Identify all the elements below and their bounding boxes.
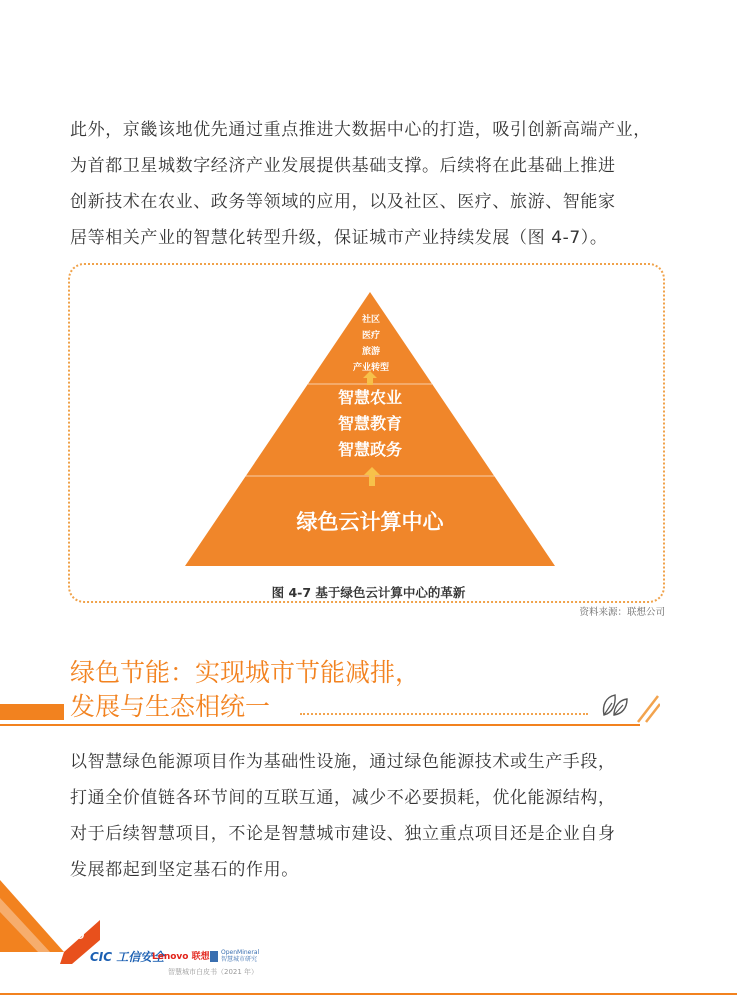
logo-cic: CIC 工信安全 — [90, 950, 165, 964]
text-line: 打通全价值链各环节间的互联互通，减少不必要损耗，优化能源结构， — [70, 788, 616, 808]
body-paragraph-2 — [70, 744, 670, 888]
logo-lenovo: Lenovo 联想 — [152, 952, 210, 962]
figure-caption: 图 4-7 基于绿色云计算中心的革新 — [271, 585, 466, 600]
text-line: 此外，京畿该地优先通过重点推进大数据中心的打造，吸引创新高端产业， — [70, 120, 651, 140]
tier-item: 医疗 — [361, 331, 380, 341]
text-line: 对于后续智慧项目，不论是智慧城市建设、独立重点项目还是企业自身 — [70, 824, 616, 844]
pyramid-tier-middle — [300, 385, 440, 463]
tier-item: 智慧农业 — [337, 388, 402, 407]
partner-name: OpenMineral — [221, 949, 260, 956]
tier-item: 智慧教育 — [337, 414, 402, 433]
page-number: 40 — [66, 925, 86, 943]
partner-subtitle: 智慧城市研究 — [221, 956, 258, 963]
tier-item: 旅游 — [361, 347, 380, 357]
text-line: 居等相关产业的智慧化转型升级，保证城市产业持续发展（图 4-7）。 — [70, 228, 608, 248]
footer-logos — [90, 946, 290, 966]
text-line: 创新技术在农业、政务等领域的应用，以及社区、医疗、旅游、智能家 — [70, 192, 616, 212]
text-line: 以智慧绿色能源项目作为基础性设施，通过绿色能源技术或生产手段， — [70, 752, 616, 772]
footer-rule — [0, 993, 737, 995]
section-dotted-rule — [300, 713, 588, 715]
leaf-icon — [600, 691, 630, 719]
text-line: 发展都起到坚定基石的作用。 — [70, 860, 299, 880]
text-line: 为首都卫星城数字经济产业发展提供基础支撑。后续将在此基础上推进 — [70, 156, 616, 176]
partner-mark-icon — [210, 951, 218, 962]
section-title-line-1: 绿色节能：实现城市节能减排， — [70, 658, 421, 687]
section-accent-bar — [0, 704, 64, 720]
logo-partner — [210, 949, 259, 963]
pyramid-tier-top — [343, 312, 399, 376]
footer-document-title: 智慧城市白皮书（2021 年） — [168, 968, 259, 976]
figure-source: 资料来源：联想公司 — [579, 607, 665, 618]
section-title-line-2: 发展与生态相统一 — [70, 692, 271, 721]
tier-item: 产业转型 — [352, 363, 389, 373]
section-underline — [0, 724, 640, 726]
pyramid-tier-bottom: 绿色云计算中心 — [296, 510, 444, 534]
tier-item: 社区 — [361, 315, 380, 325]
tier-item: 智慧政务 — [337, 440, 402, 459]
